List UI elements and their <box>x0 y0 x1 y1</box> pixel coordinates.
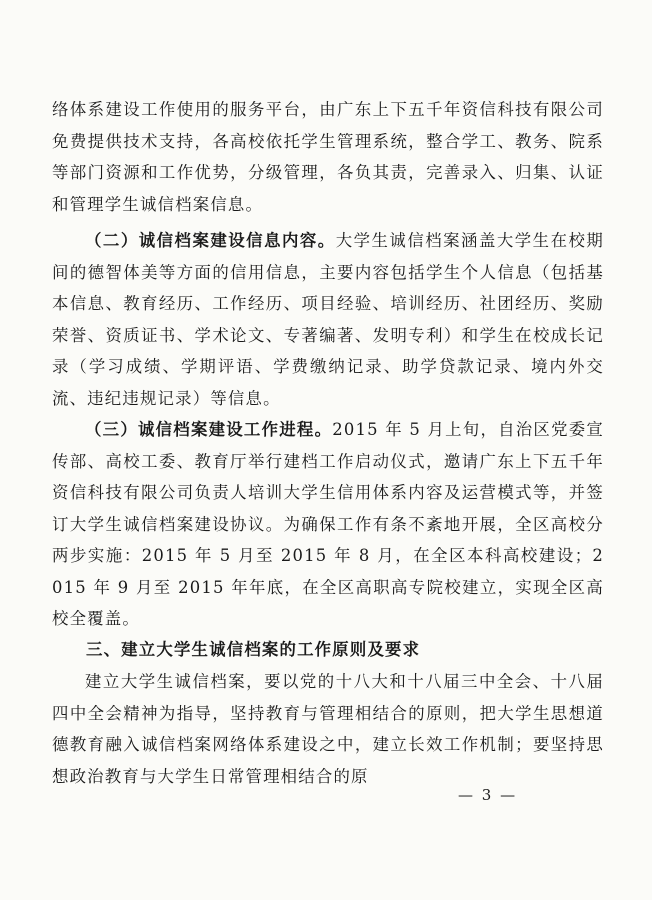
paragraph-principles: 建立大学生诚信档案，要以党的十八大和十八届三中全会、十八届四中全会精神为指导，坚持教育与管理相结合的原则，把大学生思想道德教育融入诚信档案网络体系建设之中，建立长效工作机制；要坚持思想政治教育与大学生日常管理相结合的原 <box>52 672 604 786</box>
section-lead-2: （二）诚信档案建设信息内容。 <box>85 231 336 250</box>
section-lead-3: （三）诚信档案建设工作进程。 <box>85 420 333 439</box>
page-number: — 3 — <box>458 786 518 804</box>
paragraph-progress <box>52 414 604 635</box>
section-body-2: 大学生诚信档案涵盖大学生在校期间的德智体美等方面的信用信息，主要内容包括学生个人信息（包括基本信息、教育经历、工作经历、项目经验、培训经历、社团经历、奖励荣誉、资质证书、学术论文、专著编著、发明专利）和学生在校成长记录（学习成绩、学期评语、学费缴纳记录、助学贷款记录、境内外交流、违纪违规记录）等信息。 <box>52 231 604 408</box>
paragraph-info-content <box>52 225 604 414</box>
paragraph-platform: 络体系建设工作使用的服务平台，由广东上下五千年资信科技有限公司免费提供技术支持，各高校依托学生管理系统，整合学工、教务、院系等部门资源和工作优势，分级管理，各负其责，完善录入、归集、认证和管理学生诚信档案信息。 <box>52 100 604 214</box>
section-body-3: 2015 年 5 月上旬，自治区党委宣传部、高校工委、教育厅举行建档工作启动仪式，邀请广东上下五千年资信科技有限公司负责人培训大学生信用体系内容及运营模式等，并签订大学生诚信档案建设协议。为确保工作有条不紊地开展，全区高校分两步实施：2015 年 5 月至 2015 年 8 月，在全区本科高校建设；2015 年 9 月至 2015 年年底，在全区高职高专院校建立，实现全区高校全覆盖。 <box>52 420 604 628</box>
section-heading-3: 三、建立大学生诚信档案的工作原则及要求 <box>86 640 421 659</box>
